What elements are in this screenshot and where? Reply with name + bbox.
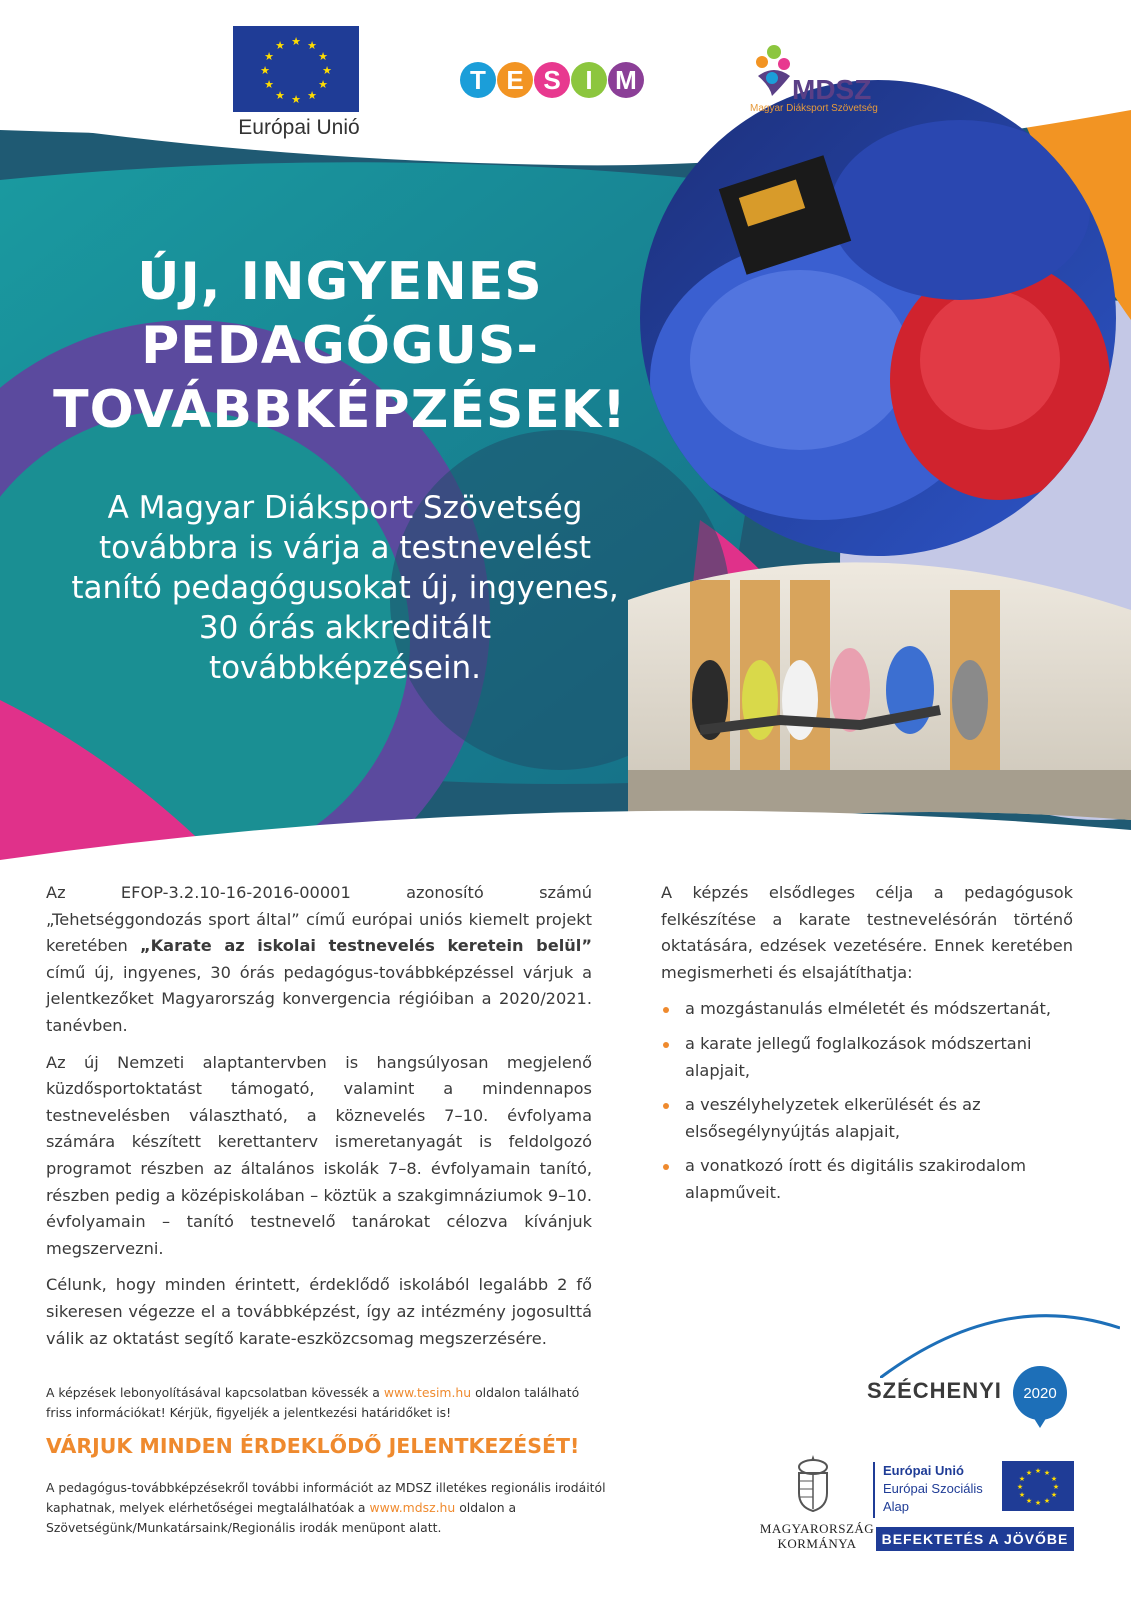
eu-flag-small-logo [1002, 1461, 1074, 1511]
szechenyi-logo: SZÉCHENYI [867, 1378, 1002, 1403]
call-to-action: VÁRJUK MINDEN ÉRDEKLŐDŐ JELENTKEZÉSÉT! [46, 1434, 580, 1458]
investment-slogan: BEFEKTETÉS A JÖVŐBE [876, 1527, 1074, 1551]
bullet-icon [663, 1007, 669, 1013]
curriculum-paragraph: Az új Nemzeti alaptantervben is hangsúlyosan megjelenő küzdősportoktatást támogató, valamint a mindennapos testnevelésben választható, a köznevelés 7–10. évfolyama számára készített kerettanterv ismeretanyagát is feldolgozó programot részben az általános iskolák 7–8. évfolyamain tanító, részben pedig a középiskolában – köztük a szakgimnáziumok 9–10. évfolyamain – tanító testnevelő tanárokat célozva kívánjuk megszervezni. [46, 1052, 592, 1258]
subheadline [30, 488, 660, 688]
svg-text:★: ★ [1018, 1491, 1026, 1499]
svg-text:★: ★ [1034, 1467, 1042, 1475]
svg-text:★: ★ [1050, 1491, 1058, 1499]
subhead-line: továbbra is várja a testnevelést [98, 530, 592, 566]
tesim-letter: T [460, 62, 496, 98]
subhead-line: tanító pedagógusokat új, ingyenes, [71, 570, 619, 606]
headline-line: TOVÁBBKÉPZÉSEK! [53, 380, 627, 440]
mdsz-name: MDSZ [792, 74, 872, 105]
government-caption: MAGYARORSZÁG KORMÁNYA [759, 1521, 875, 1551]
svg-text:★: ★ [318, 50, 328, 63]
svg-text:★: ★ [1025, 1469, 1033, 1477]
list-item: a mozgástanulás elméletét és módszertanát, [661, 996, 1073, 1023]
svg-text:★: ★ [1050, 1475, 1058, 1483]
subhead-line: továbbképzésein. [208, 650, 482, 686]
esza-caption: Európai Unió Európai Szociális Alap [883, 1463, 983, 1514]
headline-line: PEDAGÓGUS- [141, 316, 539, 376]
svg-text:★: ★ [291, 35, 301, 48]
eu-flag-logo [233, 26, 359, 112]
subhead-line: 30 órás akkreditált [198, 610, 492, 646]
svg-text:★: ★ [322, 64, 332, 77]
tesim-info-note: A képzések lebonyolításával kapcsolatban kövessék a www.tesim.hu oldalon található friss információkat! Kérjük, figyeljék a jelentkezési határidőket is! [46, 1385, 580, 1420]
svg-text:★: ★ [1016, 1483, 1024, 1491]
mdsz-full-name: Magyar Diáksport Szövetség [750, 103, 878, 114]
svg-text:★: ★ [307, 89, 317, 102]
goal-paragraph: Célunk, hogy minden érintett, érdeklődő iskolából legalább 2 fő sikeresen végezze el a továbbképzést, így az intézmény jogosulttá válik az oktatást segítő karate-eszközcsomag megszerzésére. [46, 1275, 592, 1348]
subhead-line: A Magyar Diáksport Szövetség [107, 490, 583, 526]
mdsz-info-note: A pedagógus-továbbképzésekről további információt az MDSZ illetékes regionális irodáitól kaphatnak, melyek elérhetőségei megtalálhatóak a www.mdsz.hu oldalon a Szövetségünk/Munkatársaink/Regionális irodák menüpont alatt. [46, 1480, 606, 1535]
coat-of-arms-icon [796, 1453, 830, 1513]
tesim-letter: I [571, 62, 607, 98]
headline [40, 250, 640, 442]
svg-text:★: ★ [1025, 1497, 1033, 1505]
bullet-icon [663, 1103, 669, 1109]
tesim-link[interactable]: www.tesim.hu [383, 1385, 472, 1400]
svg-text:★: ★ [275, 89, 285, 102]
intro-paragraph: Az EFOP-3.2.10-16-2016-00001 azonosító számú „Tehetséggondozás sport által” című európai uniós kiemelt projekt keretében „Karate az iskolai testnevelés keretein belül” című új, ingyenes, 30 órás pedagógus-továbbképzéssel várjuk a jelentkezőket Magyarország konvergencia régióiban a 2020/2021. tanévben. [46, 883, 592, 1035]
list-item: a veszélyhelyzetek elkerülését és az elsősegélynyújtás alapjait, [661, 1092, 1073, 1145]
bullet-icon [663, 1042, 669, 1048]
szechenyi-arc [880, 1288, 1120, 1378]
aim-paragraph: A képzés elsődleges célja a pedagógusok felkészítése a karate testnevelésórán történő oktatására, edzések vezetésére. Ennek keretében megismerheti és elsajátíthatja: [661, 883, 1073, 982]
svg-text:★: ★ [260, 64, 270, 77]
svg-text:★: ★ [1052, 1483, 1060, 1491]
divider [873, 1462, 875, 1518]
right-column [661, 880, 1073, 1215]
eu-caption: Európai Unió [238, 116, 360, 139]
svg-text:★: ★ [318, 78, 328, 91]
szechenyi-year-badge: 2020 [1013, 1366, 1067, 1420]
svg-text:★: ★ [264, 50, 274, 63]
tesim-letter: S [534, 62, 570, 98]
tesim-logo [460, 62, 645, 98]
svg-text:★: ★ [1034, 1499, 1042, 1507]
mdsz-link[interactable]: www.mdsz.hu [369, 1500, 456, 1515]
list-item: a vonatkozó írott és digitális szakirodalom alapműveit. [661, 1153, 1073, 1206]
svg-text:★: ★ [1018, 1475, 1026, 1483]
svg-text:★: ★ [1043, 1497, 1051, 1505]
pin-tail [1030, 1412, 1050, 1428]
svg-text:★: ★ [307, 39, 317, 52]
list-item: a karate jellegű foglalkozások módszertani alapjait, [661, 1031, 1073, 1084]
tesim-letter: E [497, 62, 533, 98]
tesim-letter: M [608, 62, 644, 98]
svg-text:★: ★ [291, 93, 301, 106]
svg-text:★: ★ [1043, 1469, 1051, 1477]
left-column [46, 880, 592, 1362]
course-title: „Karate az iskolai testnevelés keretein belül” [139, 936, 592, 956]
svg-text:★: ★ [275, 39, 285, 52]
mdsz-figure-icon [752, 42, 796, 98]
svg-text:★: ★ [264, 78, 274, 91]
headline-line: ÚJ, INGYENES [137, 252, 543, 312]
topics-list [661, 996, 1073, 1206]
bullet-icon [663, 1164, 669, 1170]
